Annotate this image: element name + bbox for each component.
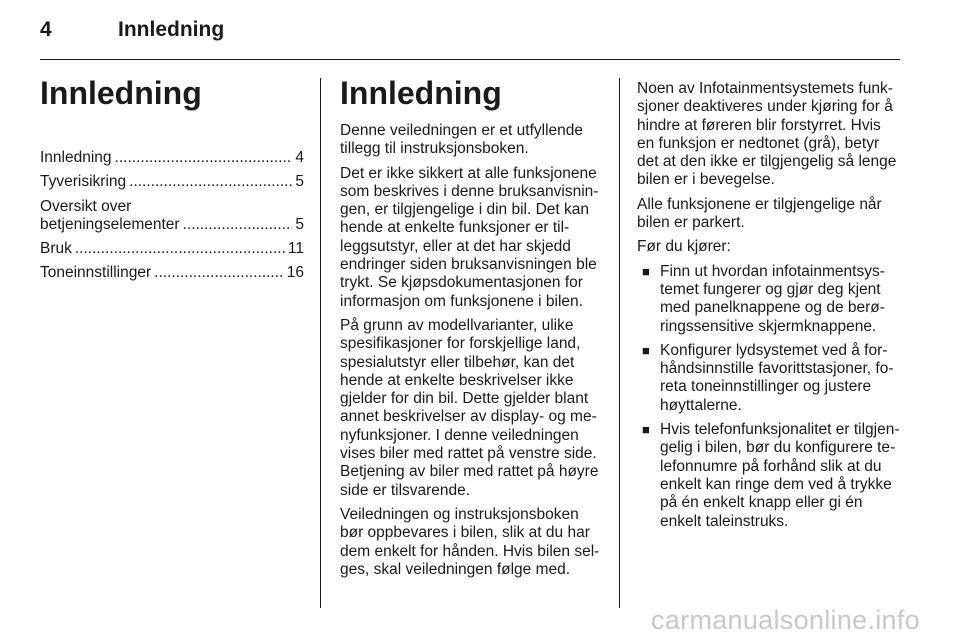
toc-title: Innledning [40,75,202,111]
body-paragraph: Denne veiledningen er et utfyllende tillegg til instruksjonsboken. [340,122,584,158]
toc-entry-page: 5 [295,173,304,191]
list-item-text: Finn ut hvordan infotainmentsystemet fungerer og gjør deg kjent med panelknappene og de berøringssensitive skjermknappene. [660,262,885,335]
body-paragraph: Før du kjører: [637,238,731,256]
list-item [637,263,901,336]
body-paragraph: Alle funksjonene er tilgjengelige når bilen er parkert. [637,195,882,232]
toc-entry-label: Toneinnstillinger [40,264,152,282]
right-column [637,80,901,537]
section-title: Innledning [340,75,502,111]
body-paragraph: Noen av Infotainmentsystemets funksjoner deaktiveres under kjøring for å hindre at føreren blir forstyrret. Hvis en funksjon er nedtonet (grå), betyr det at den ikke er tilgjengelig så lenge bilen er i bevegelse. [637,80,897,189]
body-paragraph: Veiledningen og instruksjonsboken bør oppbevares i bilen, slik at du har dem enkelt for hånden. Hvis bilen selges, skal veiledningen følge med. [340,505,600,578]
list-item-text: Hvis telefonfunksjonalitet er tilgjengelig i bilen, bør du konfigurere telefonnumre på forhånd slik at du enkelt kan ringe dem ved å trykke på én enkelt knapp eller gi én enkelt taleinstruks. [660,421,900,530]
list-item [637,421,901,531]
toc-entry-label-line1: Oversikt over [40,197,132,215]
toc-entry-label: Bruk [40,240,72,258]
header-rule [40,59,900,60]
body-paragraph: Det er ikke sikkert at alle funksjonene som beskrives i denne bruksanvisningen, er tilgjengelige i din bil. Det kan hende at enkelte funksjoner er tilleggsutstyr, eller at det har skjedd endringer siden bruksanvisningen ble trykt. Se kjøpsdokumentasjonen for informasjon om funksjonene i bilen. [340,164,599,310]
toc-entry[interactable] [40,240,304,258]
middle-column [340,76,604,585]
toc-entry-line2 [40,216,304,234]
bullet-square-icon: ■ [642,263,650,279]
body-paragraph: På grunn av modellvarianter, ulike spesifikasjoner for forskjellige land, spesialutstyr eller tilbehør, kan det hende at enkelte beskrivelser ikke gjelder for din bil. Dette gjelder blant annet beskrivelser av display- og menyfunksjoner. I denne veiledningen vises biler med rattet på venstre side. Betjening av biler med rattet på høyre side er tilsvarende. [340,316,599,499]
toc-column [40,76,304,289]
toc-leader [154,264,284,282]
watermark: carmanualsonline.info [651,605,920,635]
list-item [637,342,901,415]
toc-entry[interactable] [40,173,304,191]
toc-entry-label: Innledning [40,149,112,166]
checklist [637,263,901,531]
bullet-square-icon: ■ [642,422,650,438]
column-divider [320,78,321,608]
toc-entry-label: Tyverisikring [40,173,127,191]
toc-leader [129,173,292,191]
toc-entry-label: betjeningselementer [40,215,180,233]
toc-entry[interactable] [40,198,304,235]
toc-entry[interactable] [40,264,304,282]
column-divider [619,78,620,608]
toc-entry-page: 11 [287,240,304,258]
bullet-square-icon: ■ [642,342,650,358]
toc-entry-page: 4 [295,149,304,166]
list-item-text: Konfigurer lydsystemet ved å forhåndsinnstille favorittstasjoner, foreta toneinnstillinger og justere høyttalerne. [660,341,894,414]
toc-leader [183,216,293,234]
page-number: 4 [40,18,52,41]
running-header: Innledning [118,18,225,41]
toc-leader [115,149,293,167]
toc-entry-page: 16 [286,264,304,282]
toc-leader [75,240,285,258]
toc-entry[interactable] [40,149,304,167]
toc-entry-page: 5 [295,215,304,233]
